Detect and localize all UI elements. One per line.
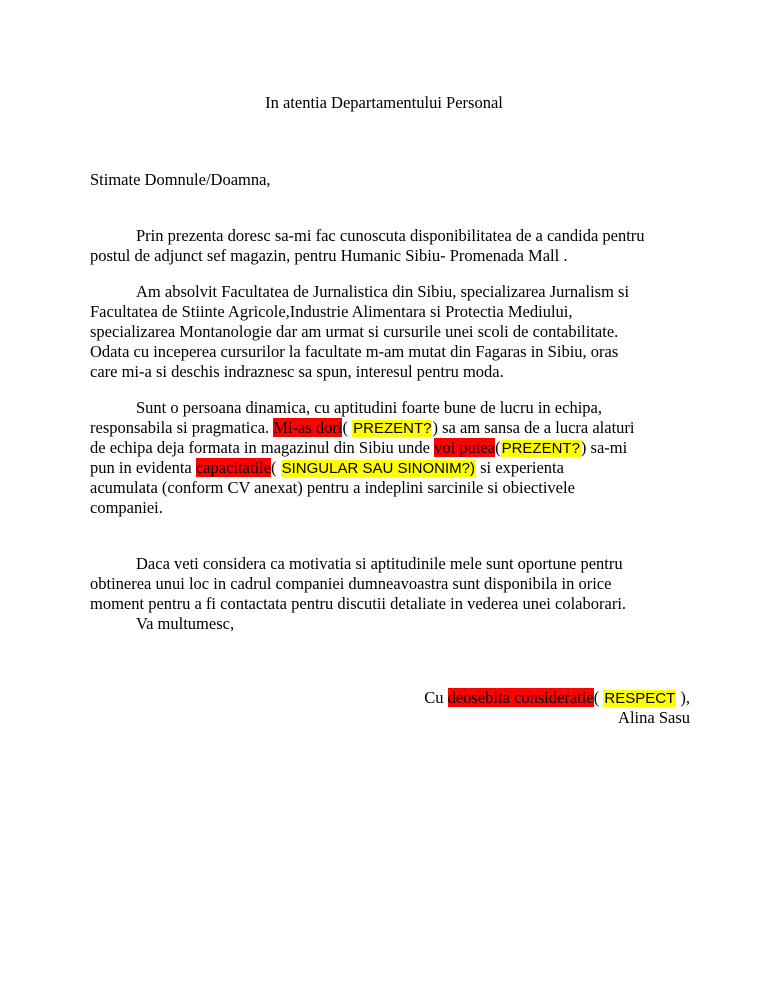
text-segment: pun in evidenta xyxy=(90,458,196,477)
text-segment: ( xyxy=(593,688,604,707)
text-segment: responsabila si pragmatica. xyxy=(90,418,274,437)
highlight-yellow: PREZENT? xyxy=(353,420,432,437)
salutation: Stimate Domnule/Doamna, xyxy=(90,170,271,189)
p2-line-5: care mi-a si deschis indraznesc sa spun, interesul pentru moda. xyxy=(90,362,504,381)
highlight-yellow: RESPECT xyxy=(604,690,676,707)
p2-line-3: specializarea Montanologie dar am urmat si cursurile unei scoli de contabilitate. xyxy=(90,322,619,341)
highlight-yellow: PREZENT? xyxy=(501,440,580,457)
text-segment: de echipa deja formata in magazinul din Sibiu unde xyxy=(90,438,435,457)
highlight-red: Mi-as dori xyxy=(273,418,343,437)
text-segment: si experienta xyxy=(475,458,564,477)
highlight-red: capacitatile xyxy=(195,458,271,477)
p3-line-1: Sunt o persoana dinamica, cu aptitudini foarte bune de lucru in echipa, xyxy=(136,398,602,417)
text-segment: ), xyxy=(676,688,690,707)
thanks-line: Va multumesc, xyxy=(136,614,235,633)
p2-line-2: Facultatea de Stiinte Agricole,Industrie Alimentara si Protectia Mediului, xyxy=(90,302,573,321)
text-segment: ( xyxy=(342,418,353,437)
p1-line-2: postul de adjunct sef magazin, pentru Humanic Sibiu- Promenada Mall . xyxy=(90,246,568,265)
signature: Alina Sasu xyxy=(618,708,690,727)
text-segment: ( xyxy=(270,458,281,477)
text-segment: ( xyxy=(495,438,501,457)
p4-line-3: moment pentru a fi contactata pentru discutii detaliate in vederea unei colaborari. xyxy=(90,594,627,613)
text-segment: ) sa am sansa de a lucra alaturi xyxy=(432,418,635,437)
highlight-red: deosebita consideratie xyxy=(447,688,594,707)
p2-line-1: Am absolvit Facultatea de Jurnalistica din Sibiu, specializarea Jurnalism si xyxy=(136,282,630,301)
p3-line-2 xyxy=(90,418,690,439)
text-segment: ) sa-mi xyxy=(580,438,628,457)
p3-line-6: companiei. xyxy=(90,498,163,517)
closing-line xyxy=(90,688,690,709)
p3-line-3 xyxy=(90,438,690,459)
text-segment: Cu xyxy=(424,688,448,707)
letter-title: In atentia Departamentului Personal xyxy=(265,93,503,112)
p4-line-2: obtinerea unui loc in cadrul companiei dumneavoastra sunt disponibila in orice xyxy=(90,574,612,593)
highlight-red: voi putea xyxy=(434,438,496,457)
p2-line-4: Odata cu inceperea cursurilor la facultate m-am mutat din Fagaras in Sibiu, oras xyxy=(90,342,619,361)
p3-line-5: acumulata (conform CV anexat) pentru a indeplini sarcinile si obiectivele xyxy=(90,478,575,497)
p1-line-1: Prin prezenta doresc sa-mi fac cunoscuta disponibilitatea de a candida pentru xyxy=(136,226,645,245)
highlight-yellow: SINGULAR SAU SINONIM?) xyxy=(281,460,475,477)
p3-line-4 xyxy=(90,458,690,479)
p4-line-1: Daca veti considera ca motivatia si aptitudinile mele sunt oportune pentru xyxy=(136,554,623,573)
